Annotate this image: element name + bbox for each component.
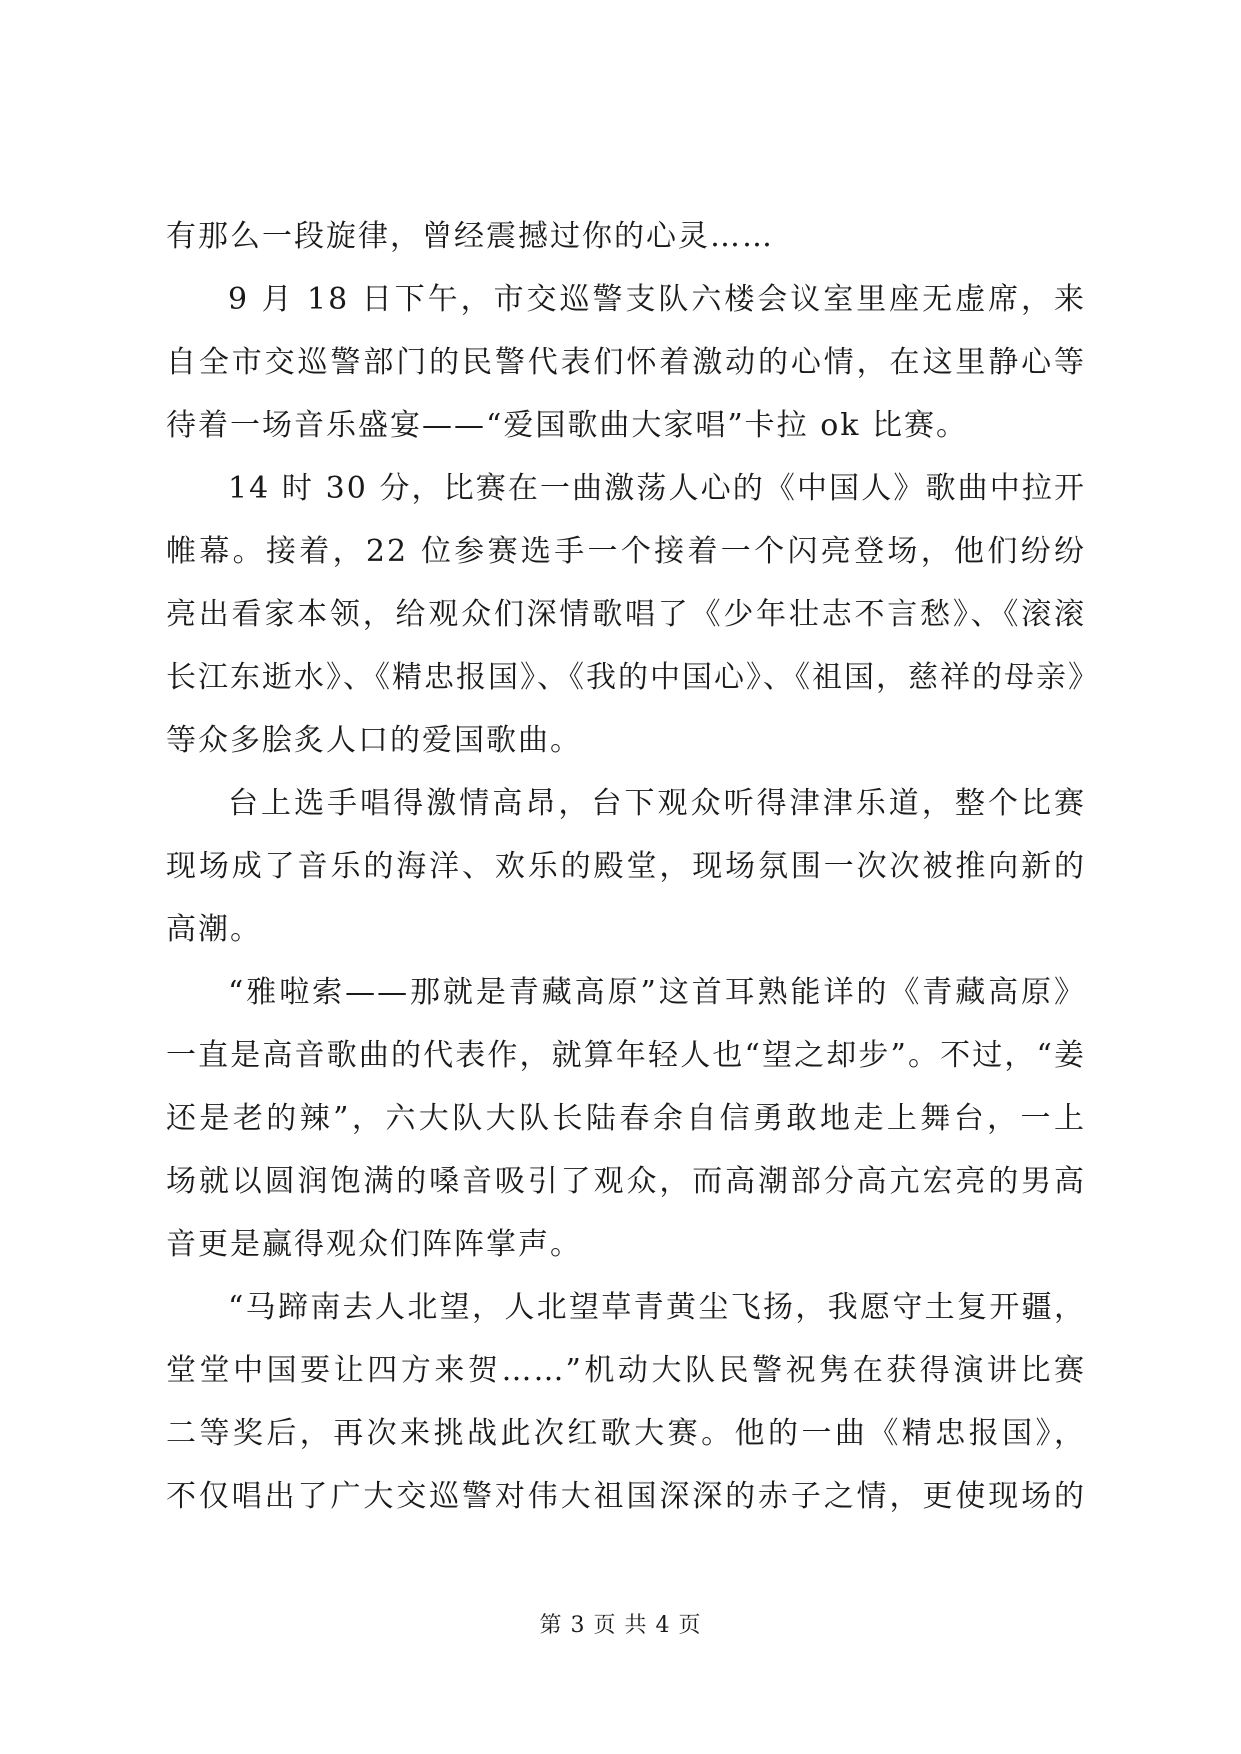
text-line: 场就以圆润饱满的嗓音吸引了观众，而高潮部分高亢宏亮的男高	[166, 1164, 1086, 1199]
page-number-footer: 第 3 页 共 4 页	[539, 1613, 702, 1638]
text-line: 长江东逝水》、《精忠报国》、《我的中国心》、《祖国，慈祥的母亲》	[166, 660, 1100, 695]
text-line: 亮出看家本领，给观众们深情歌唱了《少年壮志不言愁》、《滚滚	[166, 597, 1086, 632]
text-line: 二等奖后，再次来挑战此次红歌大赛。他的一曲《精忠报国》，	[166, 1416, 1086, 1451]
text-line: 现场成了音乐的海洋、欢乐的殿堂，现场氛围一次次被推向新的	[166, 849, 1086, 884]
text-line: 还是老的辣”，六大队大队长陆春余自信勇敢地走上舞台，一上	[166, 1101, 1086, 1136]
text-line: 台上选手唱得激情高昂，台下观众听得津津乐道，整个比赛	[228, 786, 1086, 821]
paragraph-4	[166, 772, 1086, 961]
text-line: 帷幕。接着，22 位参赛选手一个接着一个闪亮登场，他们纷纷	[166, 534, 1086, 569]
body-text	[166, 205, 1100, 1528]
text-line: 堂堂中国要让四方来贺……”机动大队民警祝隽在获得演讲比赛	[166, 1353, 1086, 1388]
text-line: 14 时 30 分，比赛在一曲激荡人心的《中国人》歌曲中拉开	[228, 471, 1086, 506]
text-line: 音更是赢得观众们阵阵掌声。	[166, 1227, 582, 1262]
text-line: 有那么一段旋律，曾经震撼过你的心灵……	[166, 219, 774, 254]
text-line: 自全市交巡警部门的民警代表们怀着激动的心情，在这里静心等	[166, 345, 1086, 380]
text-line: 高潮。	[166, 912, 262, 947]
text-line: “马蹄南去人北望，人北望草青黄尘飞扬，我愿守土复开疆，	[228, 1290, 1086, 1325]
text-line: 不仅唱出了广大交巡警对伟大祖国深深的赤子之情，更使现场的	[166, 1479, 1086, 1514]
paragraph-6	[166, 1276, 1086, 1528]
paragraph-5	[166, 961, 1086, 1276]
text-line: 一直是高音歌曲的代表作，就算年轻人也“望之却步”。不过，“姜	[166, 1038, 1086, 1073]
paragraph-3	[166, 457, 1100, 772]
paragraph-2	[166, 268, 1086, 457]
text-line: 待着一场音乐盛宴——“爱国歌曲大家唱”卡拉 ok 比赛。	[166, 408, 968, 443]
text-line: 9 月 18 日下午，市交巡警支队六楼会议室里座无虚席，来	[228, 282, 1086, 317]
text-line: 等众多脍炙人口的爱国歌曲。	[166, 723, 582, 758]
text-line: “雅啦索——那就是青藏高原”这首耳熟能详的《青藏高原》	[228, 975, 1086, 1010]
paragraph-1	[166, 205, 1086, 268]
